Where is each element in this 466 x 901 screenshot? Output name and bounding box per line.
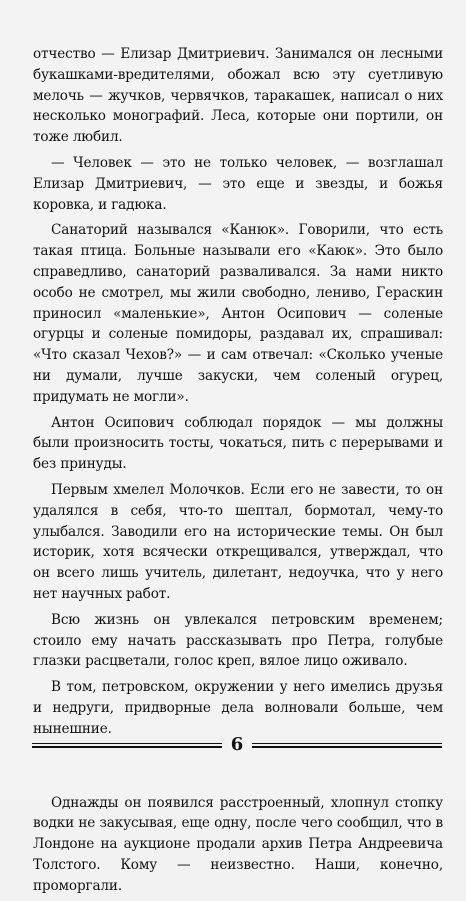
- body-text: [33, 44, 443, 901]
- paragraph-7: В том, петровском, окружении у него имелись друзья и недруги, придворные дела волновали больше, чем нынешние.: [33, 679, 443, 737]
- paragraph-3: Санаторий назывался «Канюк». Говорили, что есть такая птица. Больные называли его «Каюк». Это было справедливо, санаторий разваливался. За нами никто особо не смотрел, мы жили свободно, лениво, Гераскин приносил «маленькие», Антон Осипович — соленые огурцы и соленые помидоры, раздавал их, спрашивал: «Что сказал Чехов?» — и сам отвечал: «Сколько ученые ни думали, лучше закуски, чем соленый огурец, придумать не могли».: [33, 222, 443, 405]
- footer-rule-right-thin: [252, 743, 442, 744]
- paragraph-6: Всю жизнь он увлекался петровским временем; стоило ему начать рассказывать про Петра, голубые глазки расцветали, голос креп, вялое лицо оживало.: [33, 611, 443, 670]
- page-footer: [32, 736, 442, 756]
- paragraph-8: Однажды он появился расстроенный, хлопнул стопку водки не закусывая, еще одну, после чего сообщил, что в Лондоне на аукционе продали архив Петра Андреевича Толстого. Кому — неизвестно. Наши, конечно, проморгали.: [33, 794, 443, 894]
- footer-rule-left: [32, 746, 222, 748]
- paragraph-4: Антон Осипович соблюдал порядок — мы должны были произносить тосты, чокаться, пить с перерывами и без принуды.: [33, 414, 443, 473]
- paragraph-2: — Человек — это не только человек, — возглашал Елизар Дмитриевич, — это еще и звезды, и божья коровка, и гадюка.: [33, 154, 443, 213]
- paragraph-1: отчество — Елизар Дмитриевич. Занимался он лесными букашками-вредителями, обожал всю эту суетливую мелочь — жучков, червячков, таракашек, написал о них несколько монографий. Леса, которые они портили, он тоже любил.: [33, 46, 443, 146]
- paragraph-5: Первым хмелел Молочков. Если его не завести, то он удалялся в себя, что-то шептал, бормотал, чему-то улыбался. Заводили его на исторические темы. Он был историк, хотя всячески открещивался, утверждал, что он всего лишь учитель, дилетант, недоучка, что у него нет научных работ.: [33, 481, 443, 602]
- page-number: 6: [230, 734, 244, 755]
- footer-rule-left-thin: [32, 743, 222, 744]
- footer-rule-right: [252, 746, 442, 748]
